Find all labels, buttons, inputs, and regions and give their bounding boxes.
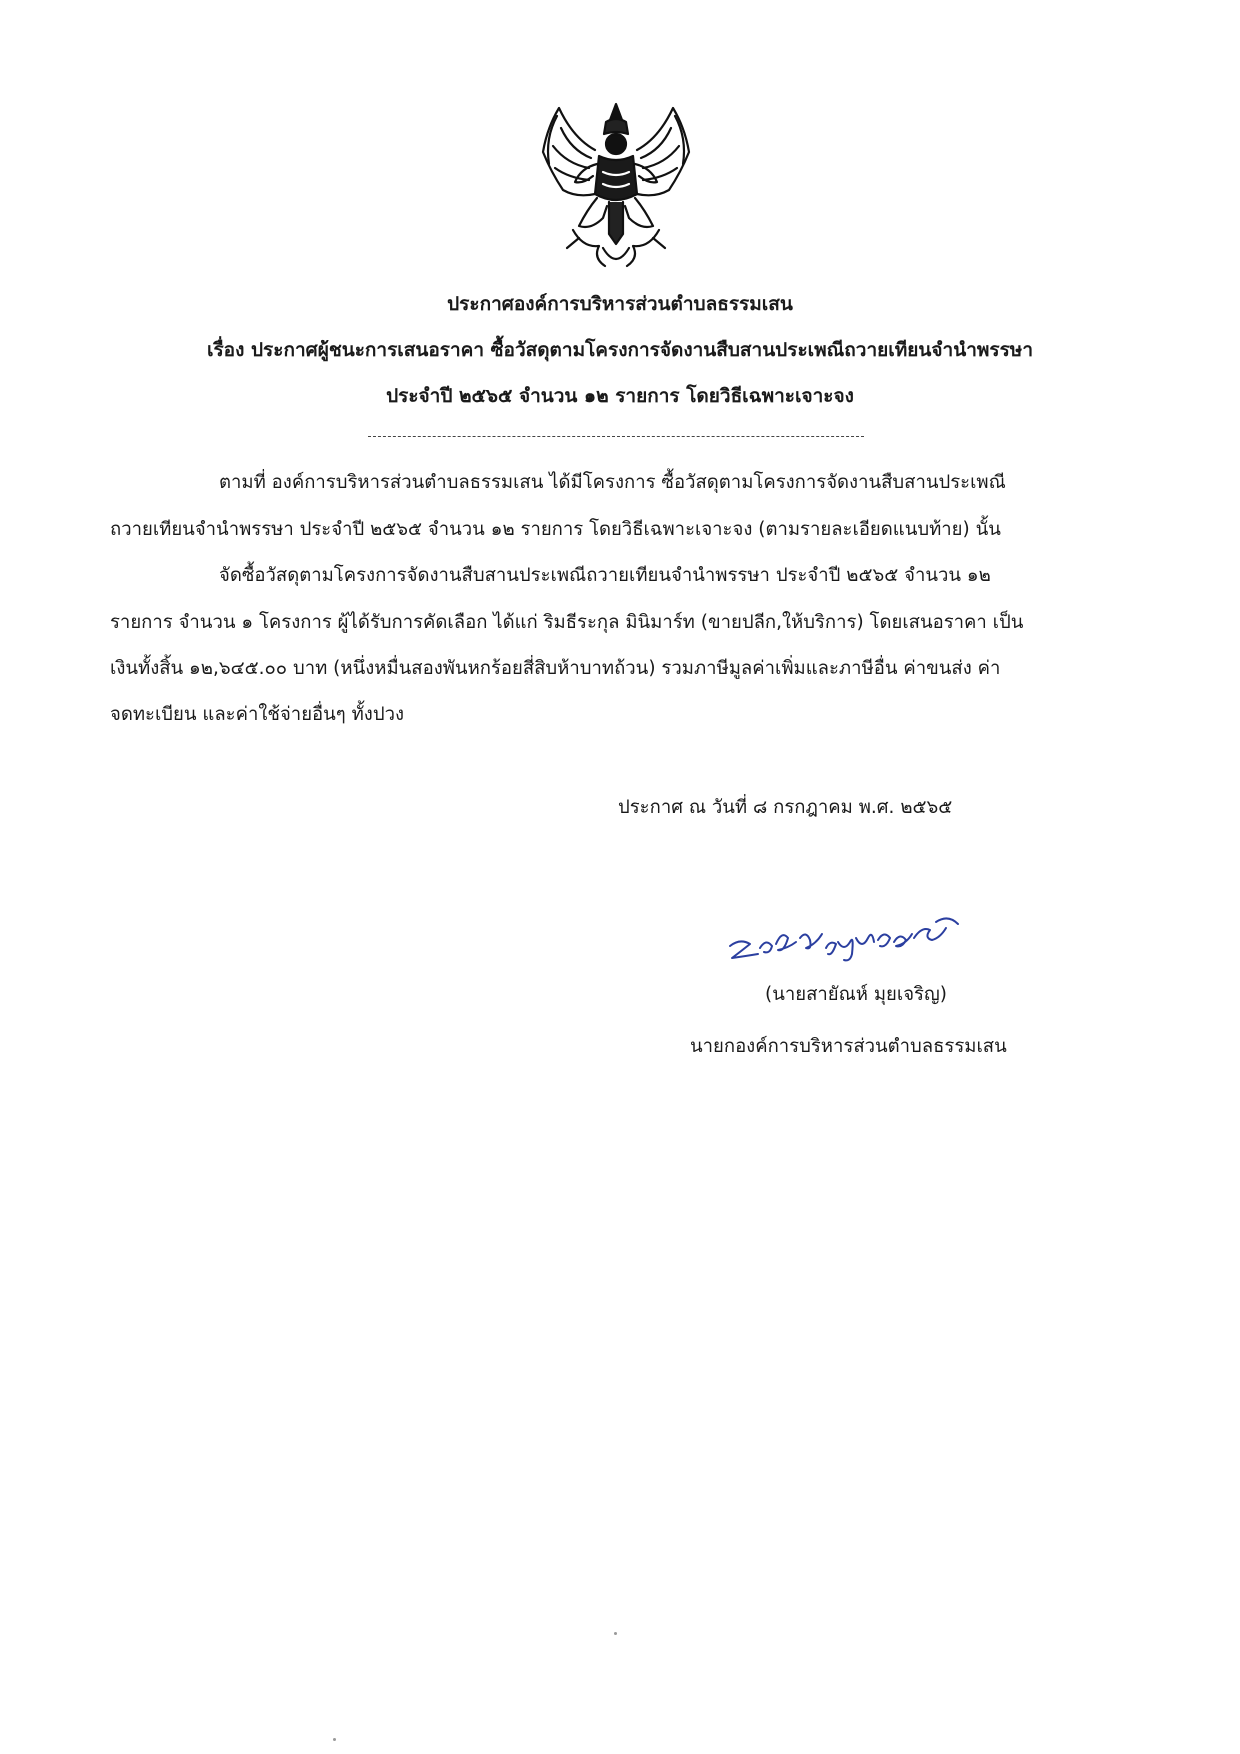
- announcement-detail: ประจำปี ๒๕๖๕ จำนวน ๑๒ รายการ โดยวิธีเฉพาะเจาะจง: [386, 385, 854, 407]
- handwritten-signature: [726, 908, 976, 968]
- announcement-subject: เรื่อง ประกาศผู้ชนะการเสนอราคา ซื้อวัสดุตามโครงการจัดงานสืบสานประเพณีถวายเทียนจำนำพรรษา: [206, 339, 1034, 361]
- paragraph-1-line-1: ตามที่ องค์การบริหารส่วนตำบลธรรมเสน ได้มีโครงการ ซื้อวัสดุตามโครงการจัดงานสืบสานประเพณี: [219, 472, 1006, 493]
- announce-date: ประกาศ ณ วันที่ ๘ กรกฎาคม พ.ศ. ๒๕๖๕: [618, 797, 953, 818]
- scan-speck: [614, 1632, 617, 1635]
- garuda-emblem-icon: [533, 98, 699, 274]
- signer-position: นายกองค์การบริหารส่วนตำบลธรรมเสน: [690, 1036, 1007, 1057]
- paragraph-2-line-1: จัดซื้อวัสดุตามโครงการจัดงานสืบสานประเพณีถวายเทียนจำนำพรรษา ประจำปี ๒๕๖๕ จำนวน ๑๒: [219, 565, 991, 586]
- paragraph-2-line-2: รายการ จำนวน ๑ โครงการ ผู้ได้รับการคัดเลือก ได้แก่ ริมธีระกุล มินิมาร์ท (ขายปลีก,ให้บริการ) โดยเสนอราคา เป็น: [110, 612, 1024, 633]
- paragraph-2-line-3: เงินทั้งสิ้น ๑๒,๖๔๕.๐๐ บาท (หนึ่งหมื่นสองพันหกร้อยสี่สิบห้าบาทถ้วน) รวมภาษีมูลค่าเพิ่มและภาษีอื่น ค่าขนส่ง ค่า: [110, 658, 1001, 679]
- announcement-title: ประกาศองค์การบริหารส่วนตำบลธรรมเสน: [447, 293, 793, 315]
- paragraph-1-line-2: ถวายเทียนจำนำพรรษา ประจำปี ๒๕๖๕ จำนวน ๑๒ รายการ โดยวิธีเฉพาะเจาะจง (ตามรายละเอียดแนบท้าย) นั้น: [110, 519, 1001, 540]
- title-divider: [368, 436, 864, 437]
- signer-name: (นายสายัณห์ มุยเจริญ): [765, 984, 947, 1005]
- scan-speck: [333, 1738, 336, 1741]
- paragraph-2-line-4: จดทะเบียน และค่าใช้จ่ายอื่นๆ ทั้งปวง: [110, 704, 405, 725]
